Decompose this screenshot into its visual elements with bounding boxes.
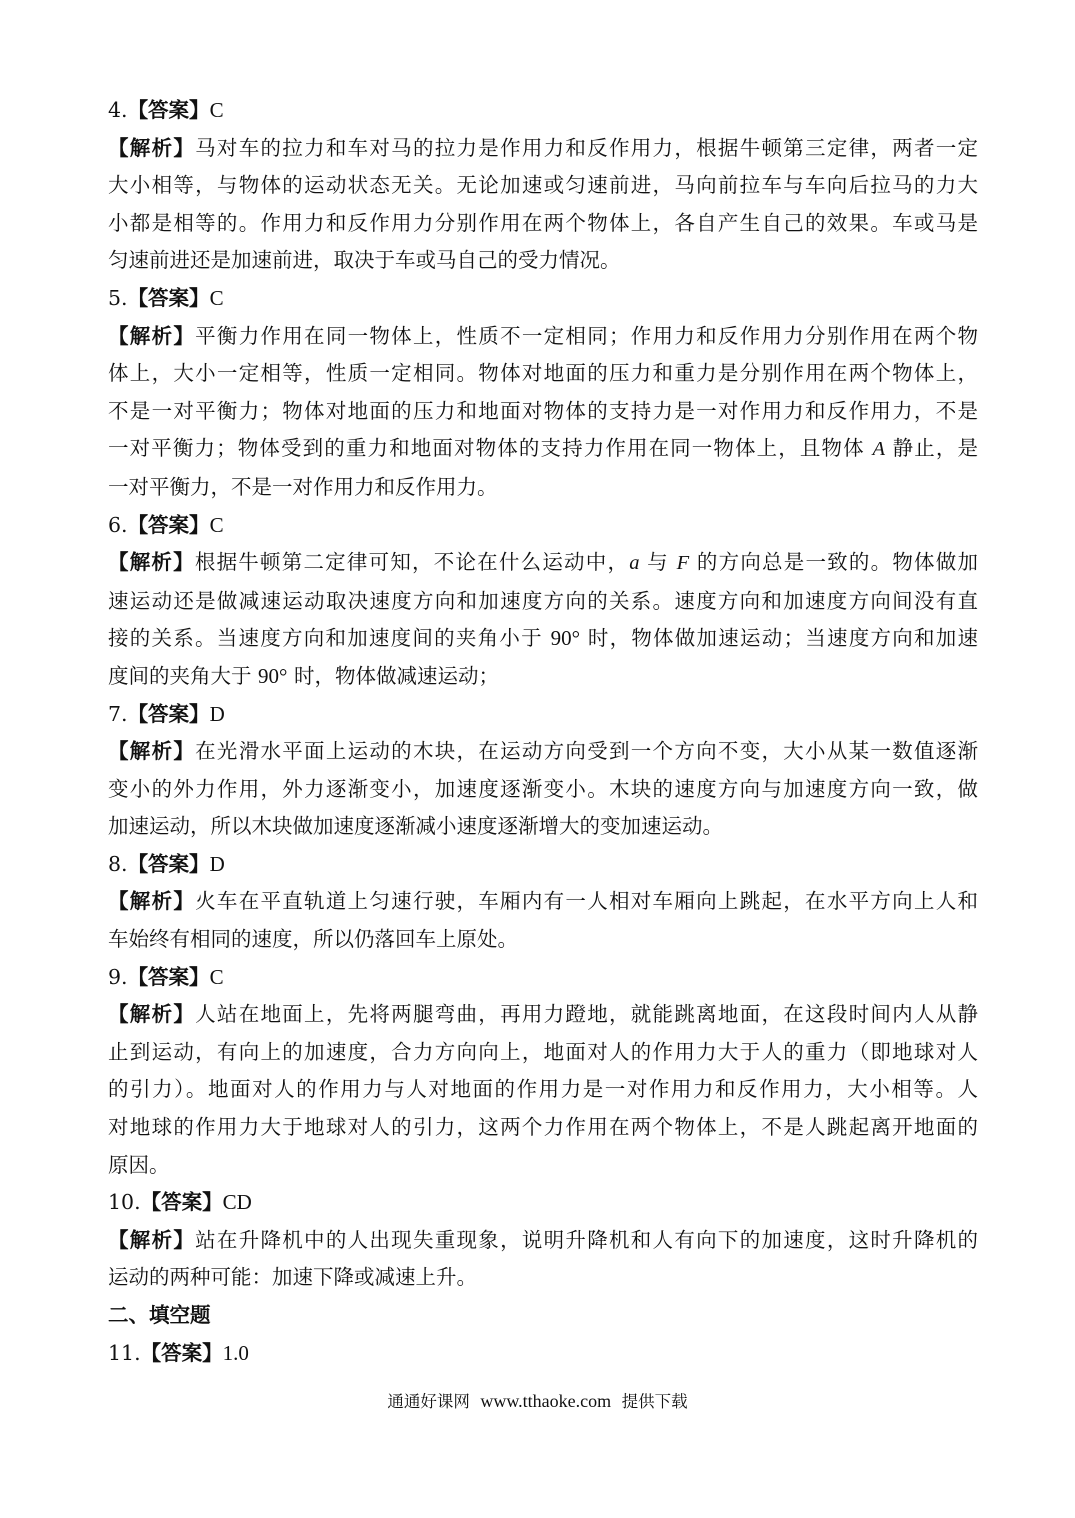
q5-answer-value: C bbox=[209, 285, 224, 310]
q6-answer-line bbox=[108, 507, 978, 545]
q7-answer-line bbox=[108, 696, 978, 734]
footer-site-name: 通通好课网 bbox=[387, 1392, 470, 1411]
q4-analysis-line-4: 匀速前进还是加速前进，取决于车或马自己的受力情况。 bbox=[108, 248, 621, 273]
q4-analysis-text-1: 马对车的拉力和车对马的拉力是作用力和反作用力，根据牛顿第三定律，两者一定 bbox=[195, 135, 979, 160]
q4-answer-value: C bbox=[209, 98, 224, 122]
q7-analysis-line-2: 变小的外力作用，外力逐渐变小，加速度逐渐变小。木块的速度方向与加速度方向一致，做 bbox=[108, 776, 978, 801]
q9-answer-line bbox=[108, 959, 978, 997]
q9-analysis-tag: 【解析】 bbox=[108, 1002, 196, 1027]
q9-answer-value: C bbox=[209, 964, 224, 989]
q7-analysis-text-1: 在光滑水平面上运动的木块，在运动方向受到一个方向不变，大小从某一数值逐渐 bbox=[195, 739, 979, 764]
q6-angle-90-b: 90° bbox=[258, 663, 288, 688]
q11-number: 11. bbox=[108, 1340, 141, 1365]
q9-analysis-line-4: 对地球的作用力大于地球对人的引力，这两个力作用在两个物体上，不是人跳起离开地面的 bbox=[108, 1115, 978, 1140]
q8-number: 8. bbox=[108, 851, 128, 876]
q7-analysis-line-1 bbox=[108, 733, 978, 771]
q5-analysis-line-1 bbox=[108, 318, 978, 356]
page-footer bbox=[0, 1388, 1075, 1415]
q4-analysis-tag: 【解析】 bbox=[108, 135, 196, 160]
q8-analysis-tag: 【解析】 bbox=[108, 889, 196, 914]
q10-analysis-tag: 【解析】 bbox=[108, 1227, 196, 1252]
q11-answer-value: 1.0 bbox=[222, 1340, 249, 1365]
q5-analysis-line-4 bbox=[108, 430, 978, 469]
q4-number: 4. bbox=[108, 98, 128, 122]
q9-analysis-line-2: 止到运动，有向上的加速度，合力方向向上，地面对人的作用力大于人的重力（即地球对人 bbox=[108, 1039, 978, 1064]
q5-answer-line bbox=[108, 280, 978, 318]
q5-text-4a: 一对平衡力；物体受到的重力和地面对物体的支持力作用在同一物体上，且物体 bbox=[108, 436, 865, 461]
q4-analysis-line-3: 小都是相等的。作用力和反作用力分别作用在两个物体上，各自产生自己的效果。车或马是 bbox=[108, 210, 978, 235]
q5-text-4b: 静止，是 bbox=[892, 436, 978, 461]
footer-suffix: 提供下载 bbox=[621, 1392, 688, 1411]
q6-number: 6. bbox=[108, 512, 128, 537]
q5-number: 5. bbox=[108, 285, 128, 310]
q9-analysis-line-5: 原因。 bbox=[108, 1152, 170, 1177]
footer-url: www.tthaoke.com bbox=[480, 1391, 612, 1411]
q8-answer-line bbox=[108, 846, 978, 884]
q5-analysis-line-3: 不是一对平衡力；物体对地面的压力和地面对物体的支持力是一对作用力和反作用力，不是 bbox=[108, 398, 978, 423]
q5-variable-a: A bbox=[872, 438, 885, 461]
q6-variable-f: F bbox=[676, 552, 690, 575]
q5-analysis-line-5: 一对平衡力，不是一对作用力和反作用力。 bbox=[108, 474, 498, 499]
q6-text-4a: 度间的夹角大于 bbox=[108, 663, 252, 688]
q4-answer-line bbox=[108, 92, 978, 130]
q10-answer-line bbox=[108, 1184, 978, 1222]
q6-text-1a: 根据牛顿第二定律可知，不论在什么运动中， bbox=[194, 550, 630, 575]
q9-answer-tag: 【答案】 bbox=[127, 964, 210, 989]
q6-text-3a: 接的关系。当速度方向和加速度间的夹角小于 bbox=[108, 626, 543, 651]
q5-analysis-line-2: 体上，大小一定相等，性质一定相同。物体对地面的压力和重力是分别作用在两个物体上， bbox=[108, 361, 978, 386]
q4-analysis-line-1 bbox=[108, 130, 978, 168]
q6-text-1b: 与 bbox=[647, 550, 669, 575]
q5-answer-tag: 【答案】 bbox=[127, 285, 210, 310]
q10-answer-value: CD bbox=[222, 1190, 252, 1215]
q6-text-4b: 时，物体做减速运动； bbox=[293, 663, 499, 688]
q5-analysis-tag: 【解析】 bbox=[108, 323, 196, 348]
q7-analysis-line-3: 加速运动，所以木块做加速度逐渐减小速度逐渐增大的变加速运动。 bbox=[108, 814, 723, 839]
q6-analysis-line-3 bbox=[108, 620, 978, 658]
q7-analysis-tag: 【解析】 bbox=[108, 739, 196, 764]
q9-number: 9. bbox=[108, 964, 128, 989]
q10-number: 10. bbox=[108, 1190, 141, 1215]
q6-angle-90-a: 90° bbox=[550, 626, 581, 651]
section-heading-fill-in: 二、填空题 bbox=[108, 1303, 211, 1327]
q6-variable-a: a bbox=[629, 552, 640, 575]
q9-analysis-line-3: 的引力）。地面对人的作用力与人对地面的作用力是一对作用力和反作用力，大小相等。人 bbox=[108, 1077, 978, 1102]
q11-answer-line bbox=[108, 1335, 978, 1373]
q6-analysis-line-2: 速运动还是做减速运动取决速度方向和加速度方向的关系。速度方向和加速度方向间没有直 bbox=[108, 588, 978, 613]
q6-text-1c: 的方向总是一致的。物体做加 bbox=[696, 550, 978, 575]
q11-answer-tag: 【答案】 bbox=[140, 1340, 223, 1365]
q10-analysis-text-1: 站在升降机中的人出现失重现象，说明升降机和人有向下的加速度，这时升降机的 bbox=[195, 1227, 979, 1252]
q10-answer-tag: 【答案】 bbox=[140, 1190, 223, 1215]
q9-analysis-line-1 bbox=[108, 996, 978, 1034]
answer-key-body bbox=[108, 92, 978, 1372]
q6-answer-tag: 【答案】 bbox=[127, 512, 210, 537]
q8-analysis-line-2: 车始终有相同的速度，所以仍落回车上原处。 bbox=[108, 927, 518, 952]
q9-analysis-text-1: 人站在地面上，先将两腿弯曲，再用力蹬地，就能跳离地面，在这段时间内人从静 bbox=[195, 1002, 979, 1027]
q6-analysis-line-4 bbox=[108, 658, 978, 696]
q6-answer-value: C bbox=[209, 512, 224, 537]
q8-answer-tag: 【答案】 bbox=[127, 851, 210, 876]
q8-analysis-text-1: 火车在平直轨道上匀速行驶，车厢内有一人相对车厢向上跳起，在水平方向上人和 bbox=[195, 889, 979, 914]
q7-answer-value: D bbox=[209, 701, 225, 726]
q10-analysis-line-2: 运动的两种可能：加速下降或减速上升。 bbox=[108, 1265, 477, 1290]
q6-analysis-line-1 bbox=[108, 544, 978, 583]
q10-analysis-line-1 bbox=[108, 1222, 978, 1260]
q8-analysis-line-1 bbox=[108, 883, 978, 921]
q7-number: 7. bbox=[108, 701, 128, 726]
q6-analysis-tag: 【解析】 bbox=[108, 550, 195, 575]
q6-text-3b: 时，物体做加速运动；当速度方向和加速 bbox=[587, 626, 978, 651]
q4-answer-tag: 【答案】 bbox=[127, 98, 210, 122]
q7-answer-tag: 【答案】 bbox=[127, 701, 210, 726]
q4-analysis-line-2: 大小相等，与物体的运动状态无关。无论加速或匀速前进，马向前拉车与车向后拉马的力大 bbox=[108, 173, 978, 198]
q8-answer-value: D bbox=[209, 851, 225, 876]
q5-analysis-text-1: 平衡力作用在同一物体上，性质不一定相同；作用力和反作用力分别作用在两个物 bbox=[195, 323, 979, 348]
